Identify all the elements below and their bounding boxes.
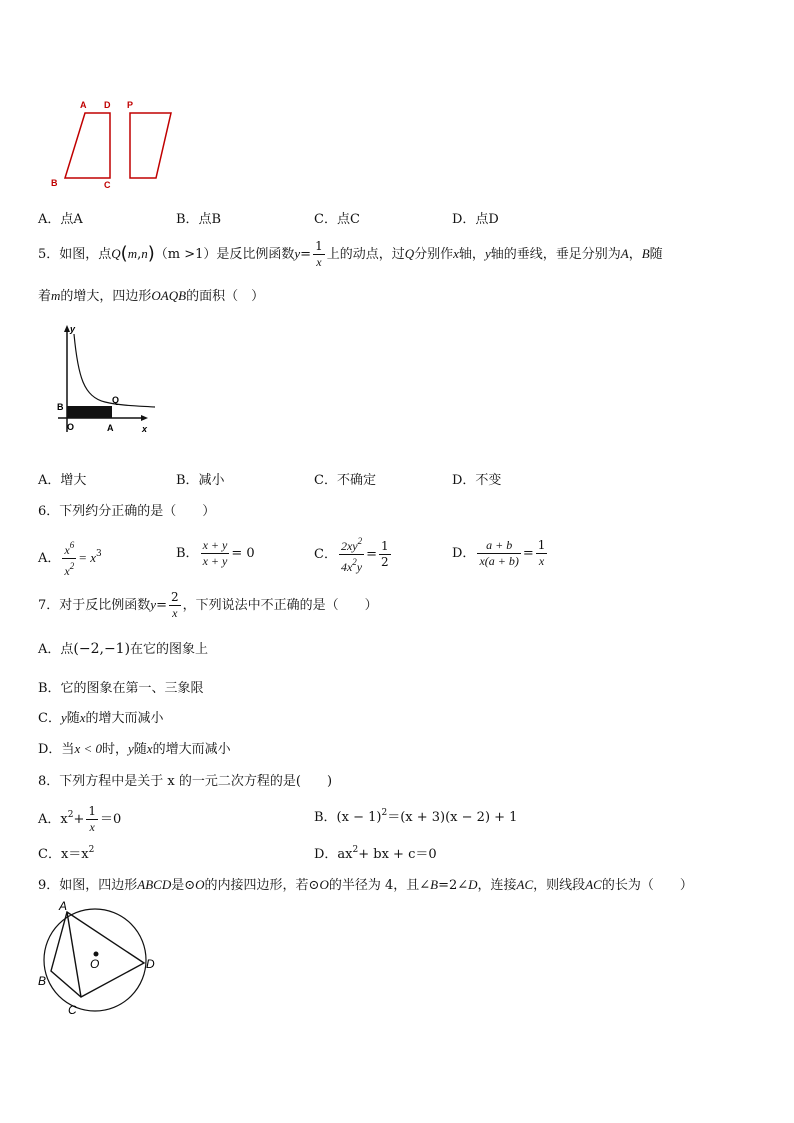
label-A: A xyxy=(80,100,87,110)
q6-option-d[interactable]: D． $\frac{a + b}{x(a + b)}$ = $\frac{1}{x}$ xyxy=(452,538,546,568)
figure-q5-hyperbola xyxy=(50,322,160,442)
figure-q9-circle xyxy=(33,896,163,1021)
parallelogram-p xyxy=(130,113,171,178)
q5-option-d[interactable]: D．不变 xyxy=(452,473,502,488)
q6-stem: 6．下列约分正确的是（ ） xyxy=(38,504,216,519)
q7-option-d[interactable]: D．当x < 0时，y随x的增大而减小 xyxy=(38,741,231,757)
q5-stem-line2: 着m的增大，四边形OAQB的面积（ ） xyxy=(38,288,265,304)
q5-stem-line1: 5．如图，点Q(m,n)（m >1）是反比例函数y= $\frac{1}{x}$ 上的动点，过Q分别作x轴，y轴的垂线，垂足分别为A，B随 xyxy=(38,239,663,269)
label-A: A xyxy=(107,423,114,433)
label-B: B xyxy=(51,178,58,188)
q7-stem: 7．对于反比例函数y= $\frac{2}{x}$ ，下列说法中不正确的是（ ） xyxy=(38,590,378,620)
q7-option-a[interactable]: A．点(−2,−1)在它的图象上 xyxy=(38,641,209,657)
label-B: B xyxy=(57,402,64,412)
q8-option-b[interactable]: B．$(x - 1)^2=(x + 3)(x - 2) + 1$ xyxy=(314,808,518,825)
label-Q: Q xyxy=(112,395,120,405)
q4-option-c[interactable]: C．点C xyxy=(314,212,360,227)
label-y: y xyxy=(70,324,76,334)
label-B: B xyxy=(38,974,47,988)
q6-option-a[interactable]: A． $\frac{x^6}{x^2}$ = $x^3$ xyxy=(38,540,102,578)
q9-stem: 9．如图，四边形ABCD是⊙O的内接四边形，若⊙O的半径为 4，且∠B=2∠D，连接AC，则线段AC的长为（ ） xyxy=(38,877,693,893)
x-axis-arrow xyxy=(141,415,148,421)
label-D: D xyxy=(146,957,155,971)
center-dot xyxy=(94,952,99,957)
q5-option-a[interactable]: A．增大 xyxy=(38,473,87,488)
segment-ac xyxy=(67,912,81,997)
q4-option-d[interactable]: D．点D xyxy=(452,212,499,227)
label-x: x xyxy=(142,424,148,434)
q6-option-b[interactable]: B． $\frac{x + y}{x + y}$ = 0 xyxy=(176,538,255,568)
label-P: P xyxy=(127,100,134,110)
label-C: C xyxy=(68,1003,77,1017)
q8-option-d[interactable]: D．$ax^2+$ bx + c＝0 xyxy=(314,845,437,862)
q8-stem: 8．下列方程中是关于 x 的一元二次方程的是( ) xyxy=(38,774,333,789)
label-A: A xyxy=(59,899,68,913)
q5-option-c[interactable]: C．不确定 xyxy=(314,473,376,488)
q8-option-a[interactable]: A．$x^2+$ $\frac{1}{x}$ ＝0 xyxy=(38,804,122,834)
label-O: O xyxy=(90,957,100,971)
q5-option-b[interactable]: B．减小 xyxy=(176,473,225,488)
q4-option-b[interactable]: B．点B xyxy=(176,212,222,227)
label-D: D xyxy=(104,100,111,110)
label-O: O xyxy=(67,422,75,432)
q6-option-c[interactable]: C． $\frac{2xy^2}{4x^2y}$ = $\frac{1}{2}$ xyxy=(314,536,389,574)
shaded-rectangle-oaqb xyxy=(67,406,112,418)
label-C: C xyxy=(104,180,111,190)
figure-q4-trapezoids xyxy=(40,95,190,195)
q4-option-a[interactable]: A．点A xyxy=(38,212,83,227)
q7-option-b[interactable]: B．它的图象在第一、三象限 xyxy=(38,681,204,696)
q7-option-c[interactable]: C．y随x的增大而减小 xyxy=(38,710,164,726)
q8-option-c[interactable]: C．$x=x^2$ xyxy=(38,845,95,862)
trapezoid-abcd xyxy=(65,113,110,178)
